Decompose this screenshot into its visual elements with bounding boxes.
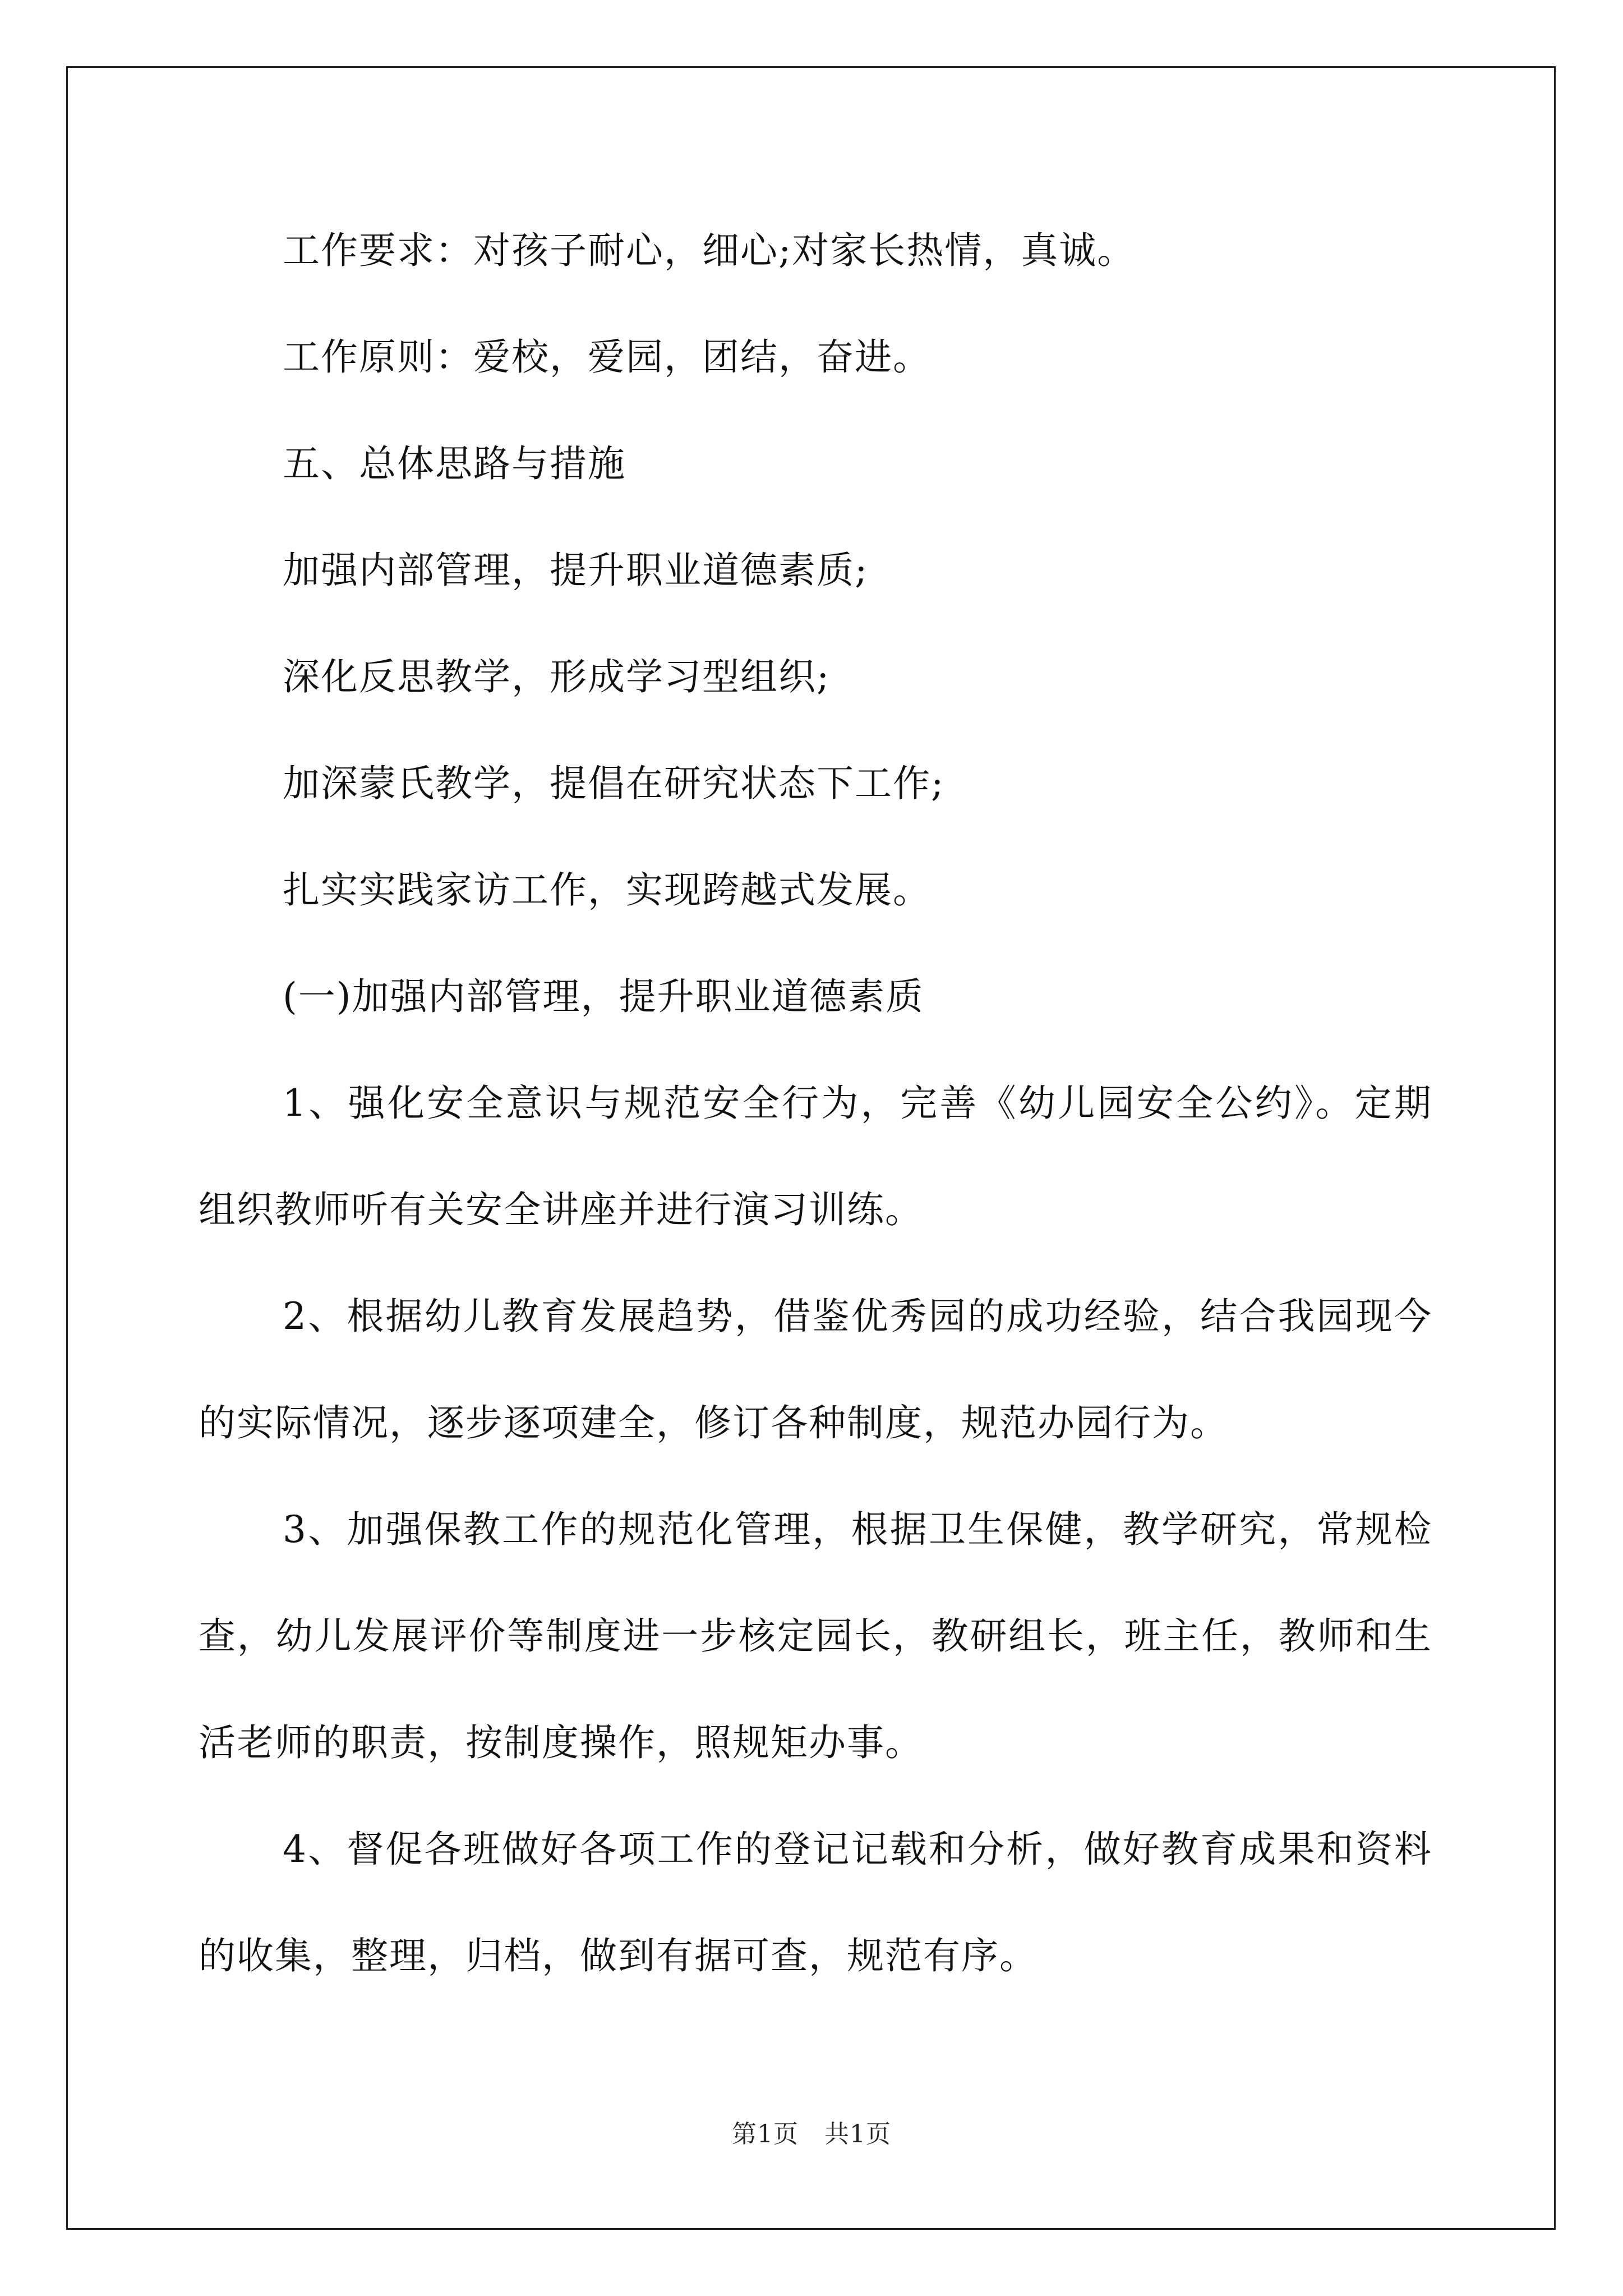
- page-number-current: 第1页: [732, 2120, 799, 2148]
- paragraph-work-principles: 工作原则：爱校，爱园，团结，奋进。: [283, 335, 931, 379]
- paragraph-item-3: 3、加强保教工作的规范化管理，根据卫生保健，教学研究，常规检查，幼儿发展评价等制度进一步核定园长，教研组长，班主任，教师和生活老师的职责，按制度操作，照规矩办事。: [199, 1508, 1432, 1764]
- list-item: 扎实实践家访工作，实现跨越式发展。: [283, 868, 931, 912]
- paragraph-item-1: 1、强化安全意识与规范安全行为，完善《幼儿园安全公约》。定期组织教师听有关安全讲座并进行演习训练。: [199, 1082, 1432, 1231]
- page-footer: [0, 2114, 1623, 2150]
- paragraph-item-4: 4、督促各班做好各项工作的登记记载和分析，做好教育成果和资料的收集，整理，归档，做到有据可查，规范有序。: [199, 1828, 1432, 1977]
- page-number-total: 共1页: [824, 2120, 891, 2148]
- list-item: 深化反思教学，形成学习型组织;: [283, 655, 831, 698]
- section-heading: 五、总体思路与措施: [283, 442, 626, 485]
- paragraph-item-2: 2、根据幼儿教育发展趋势，借鉴优秀园的成功经验，结合我园现今的实际情况，逐步逐项建全，修订各种制度，规范办园行为。: [199, 1295, 1432, 1444]
- paragraph-work-requirements: 工作要求：对孩子耐心，细心;对家长热情，真诚。: [283, 229, 1136, 272]
- list-item: 加深蒙氏教学，提倡在研究状态下工作;: [283, 762, 945, 805]
- subsection-heading: (一)加强内部管理，提升职业道德素质: [283, 975, 924, 1018]
- list-item: 加强内部管理，提升职业道德素质;: [283, 549, 869, 592]
